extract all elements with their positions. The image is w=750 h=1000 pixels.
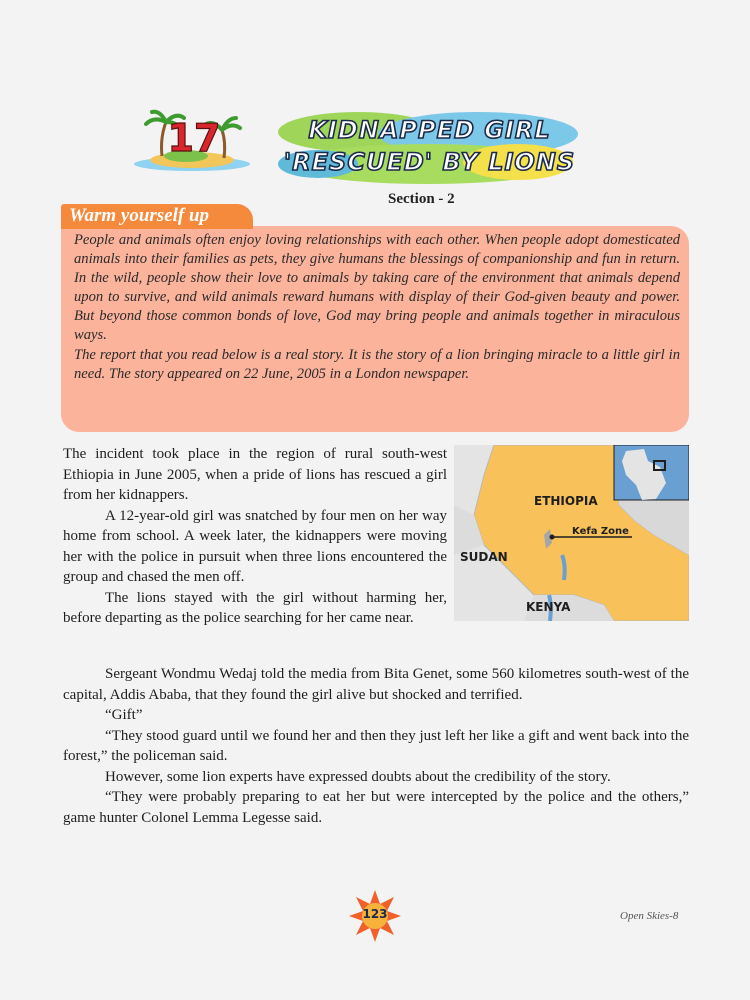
chapter-badge [132, 108, 252, 174]
title-line-1: KIDNAPPED GIRL [308, 116, 551, 144]
warm-up-paragraph-1: People and animals often enjoy loving relationships with each other. When people adopt domesticated animals into their families as pets, they give humans the blessings of companionship and fun in return. In the wild, people show their love to animals by taking care of the environment that animals depend upon to survive, and wild animals reward humans with display of their God-given beauty and power. But beyond those common bonds of love, God may bring people and animals together in miraculous ways. [74, 232, 680, 344]
story-paragraph-3: The lions stayed with the girl without harming her, before departing as the police searching for her came near. [63, 589, 447, 626]
warm-up-heading: Warm yourself up [69, 205, 210, 226]
story-paragraph-1: The incident took place in the region of rural south-west Ethiopia in June 2005, when a pride of lions has rescued a girl from her kidnappers. [63, 446, 447, 503]
warm-up-paragraph-2: The report that you read below is a real story. It is the story of a lion bringing miracle to a little girl in need. The story appeared on 22 June, 2005 in a London newspaper. [74, 346, 680, 382]
map-label-sudan: SUDAN [460, 550, 508, 564]
warm-up-text [74, 231, 680, 384]
chapter-number: 17 [167, 116, 221, 160]
title-line-2: 'RESCUED' BY LIONS [283, 148, 576, 176]
section-label: Section - 2 [388, 191, 455, 207]
map-label-kefa: Kefa Zone [572, 526, 629, 537]
story-paragraph-4: Sergeant Wondmu Wedaj told the media from Bita Genet, some 560 kilometres south-west of the capital, Addis Ababa, that they found the girl alive but shocked and terrified. [63, 666, 689, 703]
story-paragraph-8: “They were probably preparing to eat her but were intercepted by the police and the others,” game hunter Colonel Lemma Legesse said. [63, 789, 689, 826]
story-column [63, 444, 447, 629]
story-paragraph-2: A 12-year-old girl was snatched by four men on her way home from school. A week later, the kidnappers were moving her with the police in pursuit when three lions encountered the group and chased the men off. [63, 507, 447, 585]
story-full-width [63, 664, 689, 828]
page-number: 123 [362, 907, 388, 921]
ethiopia-map [454, 445, 689, 621]
story-paragraph-7: However, some lion experts have expressed doubts about the credibility of the story. [105, 768, 611, 785]
book-title: Open Skies-8 [620, 910, 679, 922]
story-subheading-gift: “Gift” [105, 707, 143, 723]
story-paragraph-6: “They stood guard until we found her and then they just left her like a gift and went back into the forest,” the policeman said. [63, 727, 689, 764]
chapter-title [272, 106, 587, 186]
map-label-kenya: KENYA [526, 600, 571, 614]
map-label-ethiopia: ETHIOPIA [534, 494, 598, 508]
